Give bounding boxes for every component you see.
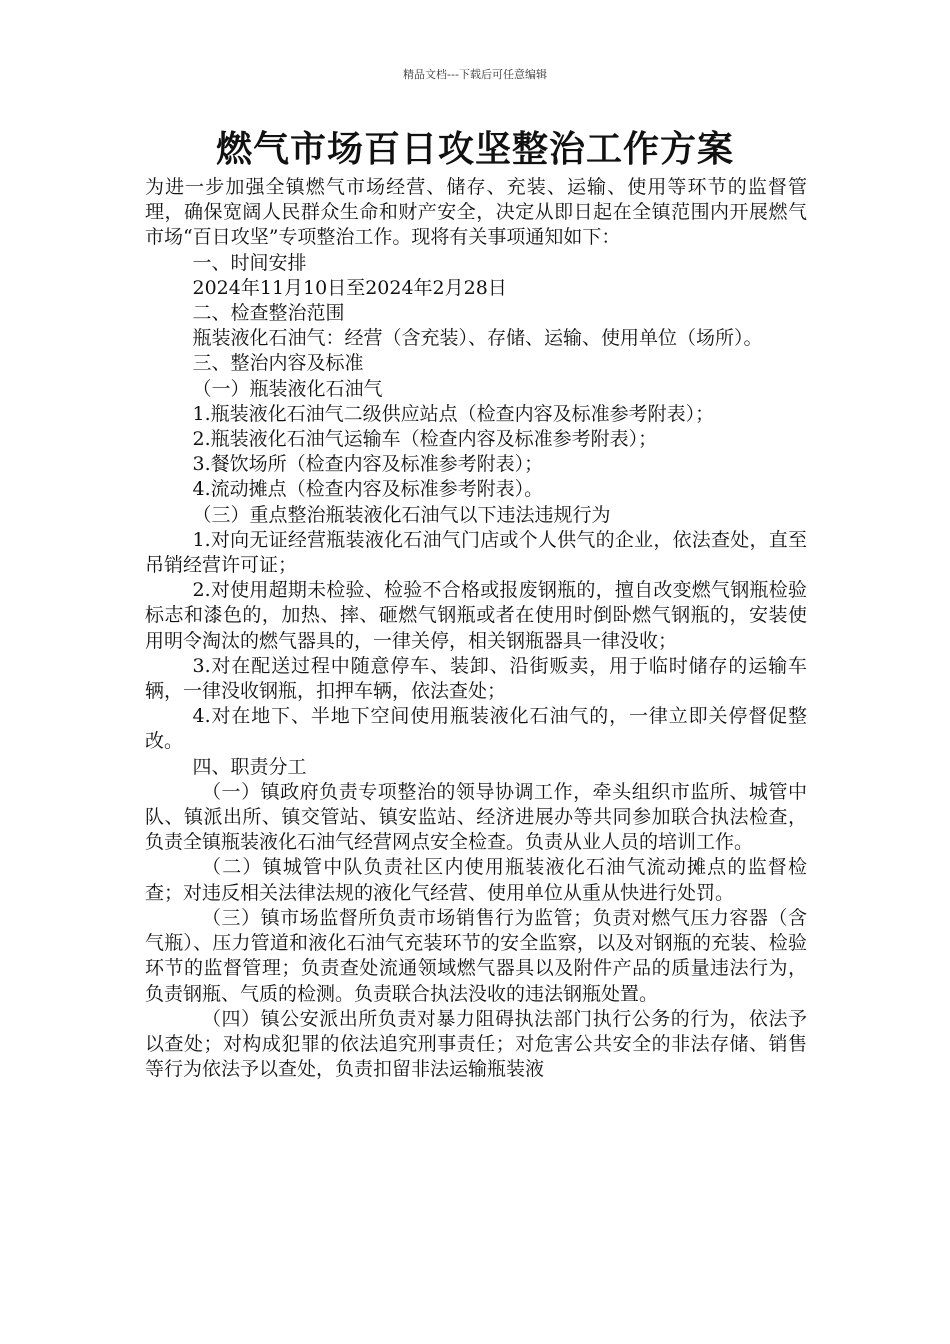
section-heading-content: 三、整治内容及标准 [192,352,364,375]
section-heading-duties: 四、职责分工 [192,755,307,778]
time-range: 2024年11月10日至2024年2月28日 [192,276,507,299]
duty-paragraph: （一）镇政府负责专项整治的领导协调工作，牵头组织市监所、城管中队、镇派出所、镇交管站、镇安监站、经济进展办等共同参加联合执法检查，负责全镇瓶装液化石油气经营网点安全检查。负责从业人员的培训工作。 [145,780,807,854]
intro-paragraph: 为进一步加强全镇燃气市场经营、储存、充装、运输、使用等环节的监督管理，确保宽阔人民群众生命和财产安全，决定从即日起在全镇范围内开展燃气市场“百日攻坚”专项整治工作。现将有关事项通知如下： [145,176,807,249]
subsection-heading-lpg: （一）瓶装液化石油气 [192,377,383,400]
duty-paragraph: （二）镇城管中队负责社区内使用瓶装液化石油气流动摊点的监督检查；对违反相关法律法规的液化气经营、使用单位从重从快进行处罚。 [145,856,807,904]
section-heading-scope: 二、检查整治范围 [192,302,345,325]
list-item: 2.对使用超期未检验、检验不合格或报废钢瓶的，擅自改变燃气钢瓶检验标志和漆色的，加热、摔、砸燃气钢瓶或者在使用时倒卧燃气钢瓶的，安装使用明令淘汰的燃气器具的，一律关停，相关钢瓶器具一律没收； [145,579,807,652]
header-note: 精品文档---下载后可任意编辑 [403,68,547,81]
section-heading-time: 一、时间安排 [192,251,307,274]
list-item: 1.瓶装液化石油气二级供应站点（检查内容及标准参考附表）； [192,402,715,425]
scope-paragraph: 瓶装液化石油气：经营（含充装）、存储、运输、使用单位（场所）。 [192,327,763,350]
document-body [145,175,807,1082]
document-title: 燃气市场百日攻坚整治工作方案 [215,129,734,170]
list-item: 4.流动摊点（检查内容及标准参考附表）。 [192,478,544,501]
list-item: 1.对向无证经营瓶装液化石油气门店或个人供气的企业，依法查处，直至吊销经营许可证； [145,528,807,577]
list-item: 4.对在地下、半地下空间使用瓶装液化石油气的，一律立即关停督促整改。 [145,705,807,753]
list-item: 3.餐饮场所（检查内容及标准参考附表）； [192,453,544,476]
duty-paragraph: （三）镇市场监督所负责市场销售行为监管；负责对燃气压力容器（含气瓶）、压力管道和液化石油气充装环节的安全监察，以及对钢瓶的充装、检验环节的监督管理；负责查处流通领域燃气器具以及附件产品的质量违法行为，负责钢瓶、气质的检测。负责联合执法没收的违法钢瓶处置。 [145,906,807,1005]
list-item: 2.瓶装液化石油气运输车（检查内容及标准参考附表）； [192,428,658,451]
duty-paragraph: （四）镇公安派出所负责对暴力阻碍执法部门执行公务的行为，依法予以查处；对构成犯罪的依法追究刑事责任；对危害公共安全的非法存储、销售等行为依法予以查处，负责扣留非法运输瓶装液 [145,1007,807,1081]
subsection-heading-violations: （三）重点整治瓶装液化石油气以下违法违规行为 [192,503,611,526]
list-item: 3.对在配送过程中随意停车、装卸、沿街贩卖，用于临时储存的运输车辆，一律没收钢瓶，扣押车辆，依法查处； [145,654,807,703]
